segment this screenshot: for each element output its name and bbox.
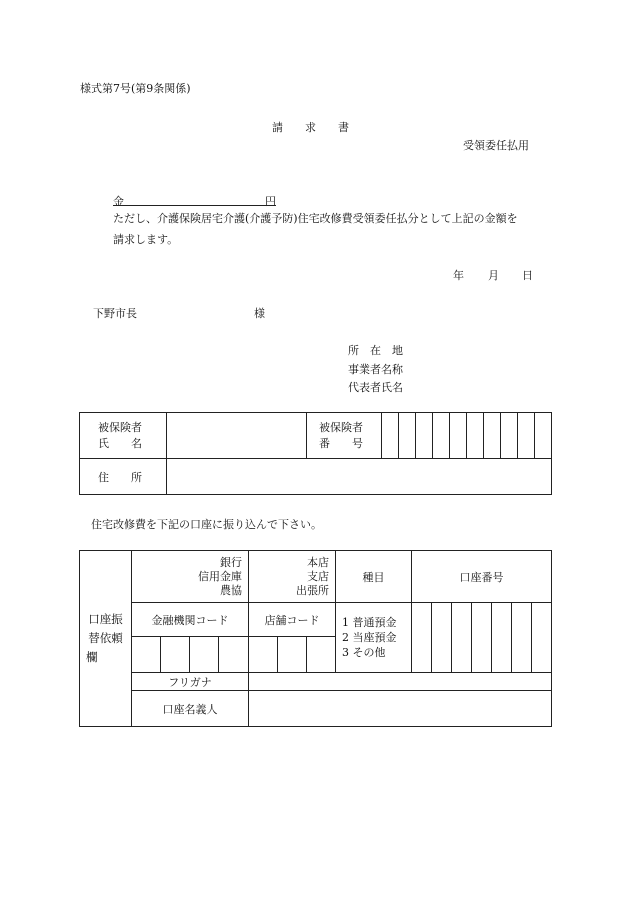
date-year: 年 bbox=[453, 269, 464, 282]
account-kind-options[interactable] bbox=[336, 603, 412, 673]
account-number-digit[interactable] bbox=[412, 603, 432, 673]
claim-body-line2: 請求します。 bbox=[113, 233, 179, 246]
institution-code-digit[interactable] bbox=[219, 637, 249, 673]
insured-number-digit[interactable] bbox=[450, 413, 467, 459]
furigana-label: フリガナ bbox=[132, 673, 249, 691]
account-number-digit[interactable] bbox=[512, 603, 532, 673]
institution-code-digit[interactable] bbox=[190, 637, 219, 673]
insured-number-digit[interactable] bbox=[382, 413, 399, 459]
institution-code-digit[interactable] bbox=[161, 637, 190, 673]
insured-table bbox=[79, 412, 552, 495]
branch-code-label: 店舗コード bbox=[249, 603, 336, 637]
insured-name-label: 被保険者 氏 名 bbox=[80, 413, 167, 459]
date-month: 月 bbox=[488, 269, 499, 282]
business-name-label: 事業者名称 bbox=[348, 363, 403, 376]
insured-number-digit[interactable] bbox=[484, 413, 501, 459]
account-kind-current: 2 当座預金 bbox=[342, 631, 397, 644]
document-title: 請 求 書 bbox=[272, 121, 349, 134]
amount-underline bbox=[113, 205, 276, 206]
addressee-mayor: 下野市長 bbox=[93, 307, 137, 320]
account-holder-label: 口座名義人 bbox=[132, 691, 249, 727]
transfer-note: 住宅改修費を下記の口座に振り込んで下さい。 bbox=[91, 518, 322, 531]
bank-type-cell[interactable] bbox=[132, 551, 249, 603]
account-number-digit[interactable] bbox=[532, 603, 552, 673]
business-address-label: 所 在 地 bbox=[348, 344, 403, 357]
furigana-field[interactable] bbox=[249, 673, 552, 691]
insured-number-digit[interactable] bbox=[501, 413, 518, 459]
branch-type-cell[interactable] bbox=[249, 551, 336, 603]
branch-type-branch: 支店 bbox=[307, 569, 330, 583]
usage-label: 受領委任払用 bbox=[463, 139, 529, 152]
insured-address-label: 住 所 bbox=[80, 459, 167, 495]
branch-type-sub-branch: 出張所 bbox=[296, 583, 330, 597]
branch-code-digit[interactable] bbox=[278, 637, 307, 673]
insured-number-digit[interactable] bbox=[535, 413, 552, 459]
representative-name-label: 代表者氏名 bbox=[348, 381, 403, 394]
account-number-digit[interactable] bbox=[472, 603, 492, 673]
account-number-digit[interactable] bbox=[452, 603, 472, 673]
branch-type-head-office: 本店 bbox=[307, 555, 330, 569]
bank-account-table bbox=[79, 550, 552, 727]
insured-address-field[interactable] bbox=[167, 459, 552, 495]
account-kind-other: 3 その他 bbox=[342, 646, 386, 659]
insured-name-field[interactable] bbox=[167, 413, 307, 459]
insured-number-digit[interactable] bbox=[467, 413, 484, 459]
insured-number-digit[interactable] bbox=[433, 413, 450, 459]
bank-type-credit-union: 信用金庫 bbox=[198, 569, 242, 583]
date-day: 日 bbox=[522, 269, 533, 282]
addressee-honorific: 様 bbox=[254, 307, 265, 320]
institution-code-label: 金融機関コード bbox=[132, 603, 249, 637]
institution-code-digit[interactable] bbox=[132, 637, 161, 673]
branch-code-digit[interactable] bbox=[249, 637, 278, 673]
account-number-header: 口座番号 bbox=[412, 551, 552, 603]
account-kind-header: 種目 bbox=[336, 551, 412, 603]
form-number: 様式第7号(第9条関係) bbox=[80, 82, 191, 95]
claim-body-line1: ただし、介護保険居宅介護(介護予防)住宅改修費受領委任払分として上記の金額を bbox=[113, 212, 518, 225]
account-number-digit[interactable] bbox=[492, 603, 512, 673]
bank-type-agricultural-coop: 農協 bbox=[220, 583, 242, 597]
insured-number-digit[interactable] bbox=[518, 413, 535, 459]
insured-number-label: 被保険者 番 号 bbox=[307, 413, 382, 459]
insured-number-digit[interactable] bbox=[399, 413, 416, 459]
account-kind-ordinary: 1 普通預金 bbox=[342, 616, 397, 629]
amount-prefix: 金 bbox=[113, 195, 124, 208]
branch-code-digit[interactable] bbox=[307, 637, 336, 673]
account-holder-field[interactable] bbox=[249, 691, 552, 727]
insured-number-digit[interactable] bbox=[416, 413, 433, 459]
transfer-section-label: 口座振 替依頼 欄 bbox=[80, 551, 132, 727]
bank-type-bank: 銀行 bbox=[220, 555, 242, 569]
account-number-digit[interactable] bbox=[432, 603, 452, 673]
amount-suffix: 円 bbox=[265, 195, 276, 208]
